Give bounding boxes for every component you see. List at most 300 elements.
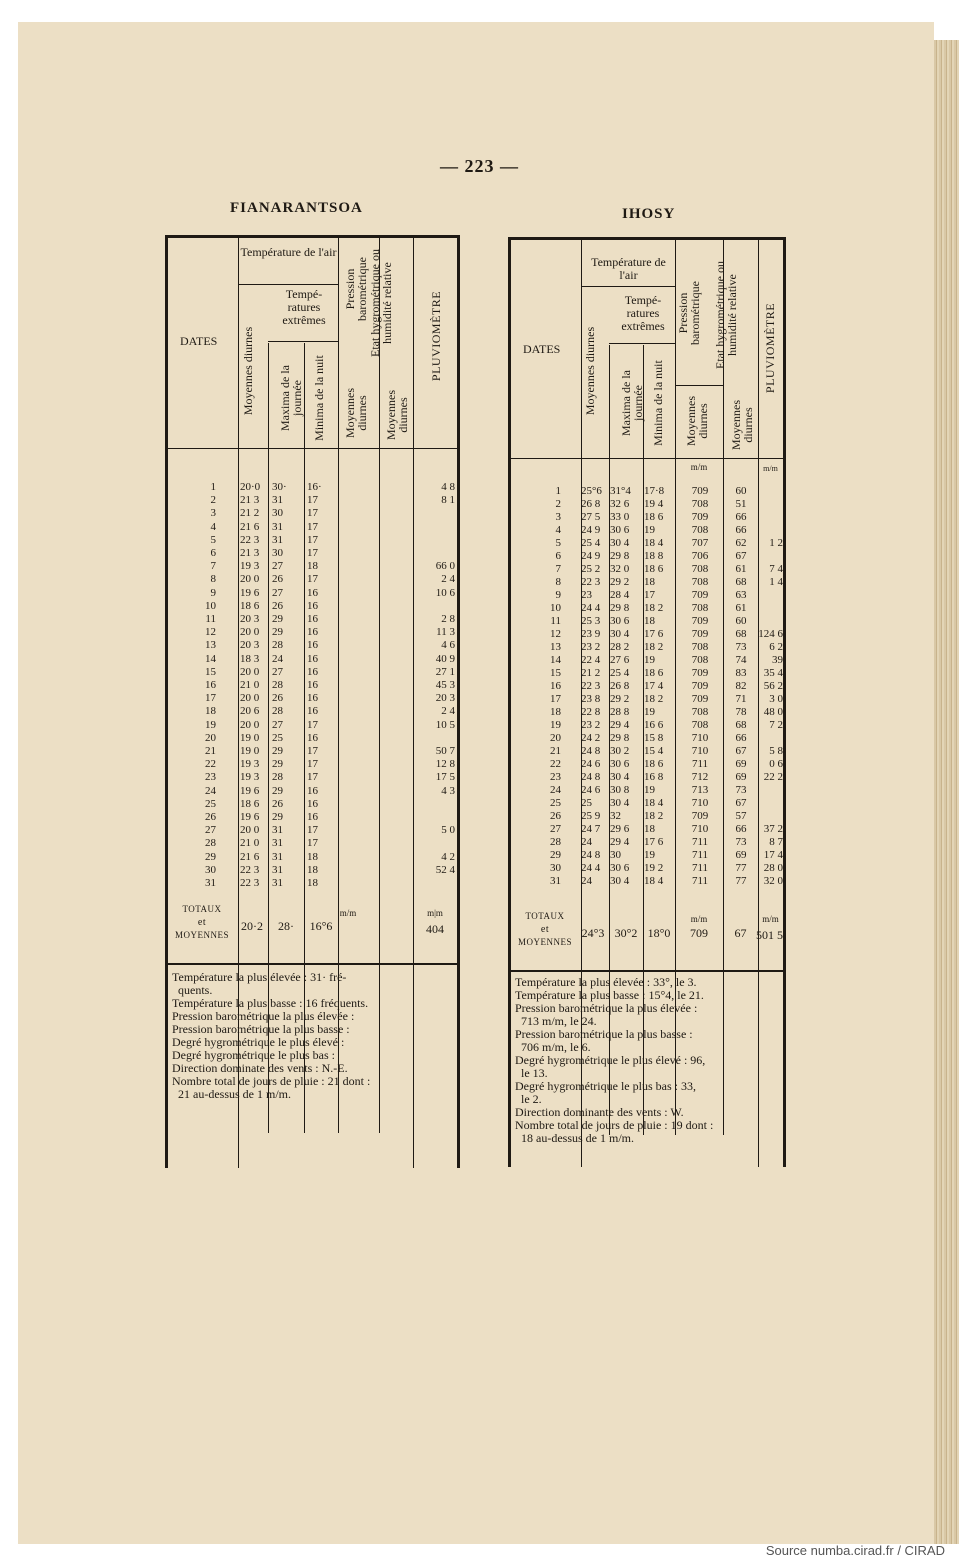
cell-moyenne: 19 3 bbox=[240, 560, 260, 573]
cell-minima: 18 6 bbox=[644, 758, 664, 770]
note-line: Température la plus basse : 15°4, le 21. bbox=[515, 988, 704, 1002]
total-hygro-i: 67 bbox=[734, 926, 747, 940]
table-row bbox=[168, 534, 457, 547]
cell-moyenne: 19 3 bbox=[240, 758, 260, 771]
cell-pluvio: 4 2 bbox=[441, 850, 455, 863]
total-pluvio-unit-i: m/m bbox=[762, 914, 779, 924]
note-line: Direction dominante des vents : W. bbox=[515, 1105, 684, 1119]
cell-date: 20 bbox=[550, 732, 561, 744]
table-row bbox=[511, 576, 783, 589]
table-row bbox=[511, 654, 783, 667]
cell-minima: 16 bbox=[307, 692, 318, 705]
cell-maxima: 30 bbox=[272, 507, 283, 520]
cell-hygro: 66 bbox=[735, 823, 747, 835]
cell-minima: 17 bbox=[307, 507, 318, 520]
cell-maxima: 30 4 bbox=[610, 771, 630, 783]
table-row bbox=[168, 824, 457, 837]
cell-moyenne: 25 4 bbox=[581, 537, 601, 549]
cell-date: 22 bbox=[550, 758, 561, 770]
cell-pluvio: 32 0 bbox=[763, 875, 783, 887]
table-row bbox=[168, 732, 457, 745]
header-dates-i: DATES bbox=[523, 342, 561, 356]
cell-moyenne: 22 3 bbox=[240, 863, 260, 876]
cell-moyenne: 23 2 bbox=[581, 641, 601, 653]
cell-pluvio: 2 4 bbox=[441, 705, 455, 718]
note-line: 713 m/m, le 24. bbox=[515, 1014, 597, 1028]
note-line: Degré hygrométrique le plus élevé : 96, bbox=[515, 1053, 706, 1067]
cell-maxima: 31 bbox=[272, 837, 283, 850]
total-pluvio-i: 501 5 bbox=[756, 928, 783, 942]
cell-moyenne: 21 3 bbox=[240, 547, 260, 559]
table-row bbox=[168, 745, 457, 758]
cell-date: 23 bbox=[550, 771, 561, 783]
totaux-label-f: TOTAUX et MOYENNES bbox=[174, 904, 229, 940]
cell-pression: 711 bbox=[691, 758, 709, 770]
cell-minima: 15 8 bbox=[644, 732, 664, 744]
cell-pluvio: 3 0 bbox=[769, 693, 783, 705]
cell-maxima: 30 bbox=[272, 547, 283, 559]
table-row bbox=[168, 785, 457, 798]
cell-maxima: 31 bbox=[272, 494, 283, 507]
cell-moyenne: 24 9 bbox=[581, 524, 601, 536]
total-pluvio-unit-f: m|m bbox=[427, 908, 443, 918]
cell-moyenne: 22 3 bbox=[581, 576, 601, 588]
cell-date: 16 bbox=[550, 680, 561, 692]
cell-date: 29 bbox=[550, 849, 561, 861]
cell-pluvio: 2 4 bbox=[441, 573, 455, 586]
cell-maxima: 29 bbox=[272, 626, 283, 639]
cell-hygro: 51 bbox=[735, 498, 747, 510]
cell-pluvio: 5 8 bbox=[769, 745, 783, 757]
cell-pluvio: 56 2 bbox=[763, 680, 783, 692]
note-line: Degré hygrométrique le plus élevé : bbox=[172, 1035, 345, 1049]
cell-moyenne: 24 6 bbox=[581, 784, 601, 796]
cell-date: 26 bbox=[550, 810, 561, 822]
cell-date: 18 bbox=[550, 706, 561, 718]
cell-date: 12 bbox=[550, 628, 561, 640]
cell-hygro: 60 bbox=[735, 485, 747, 497]
cell-date: 10 bbox=[550, 602, 561, 614]
table-row bbox=[511, 524, 783, 537]
cell-maxima: 27 bbox=[272, 586, 283, 599]
cell-minima: 19 4 bbox=[644, 498, 664, 510]
cell-minima: 17 bbox=[307, 718, 318, 731]
cell-moyenne: 21 2 bbox=[240, 507, 260, 520]
cell-maxima: 27 bbox=[272, 560, 283, 573]
cell-pression: 708 bbox=[691, 654, 709, 666]
cell-minima: 19 bbox=[644, 849, 655, 861]
page-edges bbox=[934, 40, 959, 1544]
cell-hygro: 57 bbox=[735, 810, 747, 822]
table-row bbox=[511, 758, 783, 771]
station-title-ihosy: IHOSY bbox=[622, 206, 676, 222]
cell-pluvio: 12 8 bbox=[435, 758, 455, 771]
rows-ihosy bbox=[511, 485, 783, 895]
header-pression: Pression barométrique bbox=[343, 257, 369, 321]
table-row bbox=[511, 537, 783, 550]
table-row bbox=[511, 732, 783, 745]
cell-moyenne: 24 8 bbox=[581, 771, 601, 783]
cell-maxima: 28 2 bbox=[610, 641, 630, 653]
cell-maxima: 31 bbox=[272, 850, 283, 863]
note-line: Direction dominate des vents : N.-E. bbox=[172, 1061, 348, 1075]
cell-pluvio: 28 0 bbox=[763, 862, 783, 874]
cell-maxima: 31 bbox=[272, 520, 283, 533]
cell-maxima: 30 4 bbox=[610, 537, 630, 549]
cell-hygro: 66 bbox=[735, 511, 747, 523]
table-row bbox=[168, 626, 457, 639]
cell-date: 6 bbox=[555, 550, 561, 562]
cell-date: 16 bbox=[205, 679, 216, 691]
table-row bbox=[168, 798, 457, 811]
cell-minima: 18 2 bbox=[644, 693, 664, 705]
cell-moyenne: 26 8 bbox=[581, 498, 601, 510]
cell-maxima: 28 bbox=[272, 705, 283, 718]
header-pluviometre-i: PLUVIOMÈTRE bbox=[763, 302, 777, 394]
cell-moyenne: 20·0 bbox=[240, 481, 261, 493]
cell-moyenne: 23 9 bbox=[581, 628, 601, 640]
cell-moyenne: 24 9 bbox=[581, 550, 601, 562]
page-number: — 223 — bbox=[440, 156, 519, 176]
table-row bbox=[511, 810, 783, 823]
cell-minima: 19 2 bbox=[644, 862, 664, 874]
note-line: Pression barométrique la plus élevée : bbox=[172, 1009, 355, 1023]
cell-moyenne: 20 6 bbox=[240, 705, 260, 718]
table-row bbox=[168, 877, 457, 890]
note-line: Pression barométrique la plus basse : bbox=[515, 1027, 693, 1041]
cell-minima: 16 bbox=[307, 599, 318, 612]
table-row bbox=[511, 667, 783, 680]
cell-hygro: 73 bbox=[735, 836, 747, 848]
cell-moyenne: 24 6 bbox=[581, 758, 601, 770]
cell-minima: 16 bbox=[307, 626, 318, 639]
cell-pression: 708 bbox=[691, 498, 709, 510]
note-line: Pression barométrique la plus basse : bbox=[172, 1022, 350, 1036]
cell-hygro: 62 bbox=[735, 537, 747, 549]
cell-pression: 710 bbox=[691, 797, 709, 809]
cell-date: 25 bbox=[550, 797, 561, 809]
cell-maxima: 29 8 bbox=[610, 550, 630, 562]
table-row bbox=[168, 639, 457, 652]
table-ihosy bbox=[508, 237, 786, 1167]
cell-minima: 18 2 bbox=[644, 602, 664, 614]
cell-hygro: 67 bbox=[735, 745, 747, 757]
cell-pluvio: 52 4 bbox=[435, 863, 455, 876]
cell-pluvio: 48 0 bbox=[763, 706, 783, 718]
cell-hygro: 68 bbox=[735, 719, 747, 731]
cell-date: 28 bbox=[205, 837, 216, 850]
cell-minima: 19 bbox=[644, 654, 655, 666]
cell-hygro: 69 bbox=[735, 849, 747, 861]
cell-date: 1 bbox=[210, 481, 216, 493]
cell-maxima: 29 bbox=[272, 758, 283, 771]
cell-pression: 709 bbox=[691, 667, 709, 679]
table-row bbox=[168, 587, 457, 600]
cell-maxima: 26 bbox=[272, 692, 283, 705]
table-row bbox=[168, 837, 457, 850]
cell-hygro: 73 bbox=[735, 641, 747, 653]
table-row bbox=[168, 653, 457, 666]
cell-minima: 17 6 bbox=[644, 836, 664, 848]
cell-moyenne: 25°6 bbox=[581, 485, 602, 497]
cell-minima: 17 bbox=[307, 771, 318, 784]
cell-date: 4 bbox=[210, 520, 216, 533]
cell-date: 9 bbox=[210, 586, 216, 599]
cell-minima: 18 4 bbox=[644, 537, 664, 549]
station-title-fianarantsoa: FIANARANTSOA bbox=[230, 200, 363, 216]
cell-pression: 709 bbox=[691, 615, 709, 627]
table-row bbox=[511, 550, 783, 563]
cell-moyenne: 22 8 bbox=[581, 706, 601, 718]
cell-hygro: 66 bbox=[735, 524, 747, 536]
cell-moyenne: 23 8 bbox=[581, 693, 601, 705]
cell-minima: 16 bbox=[307, 613, 318, 625]
total-max-i: 30°2 bbox=[614, 926, 638, 940]
header-dates: DATES bbox=[180, 334, 218, 348]
cell-date: 9 bbox=[555, 589, 561, 601]
cell-moyenne: 18 3 bbox=[240, 652, 260, 665]
table-row bbox=[511, 498, 783, 511]
cell-moyenne: 24 bbox=[581, 875, 592, 887]
cell-pression: 709 bbox=[691, 511, 709, 523]
cell-pression: 709 bbox=[691, 485, 709, 497]
cell-pluvio: 17 4 bbox=[763, 849, 783, 861]
cell-pluvio: 4 8 bbox=[441, 481, 455, 493]
cell-minima: 18 bbox=[307, 560, 318, 573]
cell-pression: 708 bbox=[691, 524, 709, 536]
cell-hygro: 83 bbox=[735, 667, 747, 679]
cell-pluvio: 35 4 bbox=[763, 667, 783, 679]
cell-minima: 18 2 bbox=[644, 641, 664, 653]
cell-maxima: 30 2 bbox=[610, 745, 630, 757]
total-max-f: 28· bbox=[278, 919, 294, 933]
cell-pression: 710 bbox=[691, 823, 709, 835]
table-row bbox=[511, 680, 783, 693]
cell-minima: 17 bbox=[307, 837, 318, 850]
cell-moyenne: 25 bbox=[581, 797, 592, 809]
table-row bbox=[511, 628, 783, 641]
table-row bbox=[168, 679, 457, 692]
cell-pluvio: 45 3 bbox=[435, 679, 455, 691]
cell-maxima: 30 6 bbox=[610, 615, 630, 627]
table-row bbox=[511, 615, 783, 628]
cell-date: 14 bbox=[550, 654, 561, 666]
cell-date: 21 bbox=[550, 745, 561, 757]
note-line: Degré hygrométrique le plus bas : bbox=[172, 1048, 335, 1062]
cell-moyenne: 19 0 bbox=[240, 731, 260, 744]
table-row bbox=[168, 719, 457, 732]
cell-pression: 708 bbox=[691, 602, 709, 614]
cell-minima: 16 bbox=[307, 586, 318, 599]
cell-pluvio: 11 3 bbox=[436, 626, 455, 639]
cell-hygro: 74 bbox=[735, 654, 747, 666]
unit-press-i: m/m bbox=[690, 462, 708, 472]
cell-hygro: 68 bbox=[735, 628, 747, 640]
cell-minima: 17 4 bbox=[644, 680, 664, 692]
cell-maxima: 30 8 bbox=[610, 784, 630, 796]
table-fianarantsoa bbox=[165, 235, 460, 1168]
cell-maxima: 31 bbox=[272, 877, 283, 889]
note-line: Température la plus élevée : 31· fré- bbox=[172, 970, 347, 984]
note-line: Pression barométrique la plus élevée : bbox=[515, 1001, 698, 1015]
cell-date: 5 bbox=[555, 537, 561, 549]
cell-pluvio: 2 8 bbox=[441, 613, 455, 625]
cell-pluvio: 37 2 bbox=[763, 823, 783, 835]
cell-moyenne: 21 3 bbox=[240, 494, 260, 507]
cell-minima: 17 bbox=[644, 589, 655, 601]
header-hygro: Etat hygrométrique ou humidité relative bbox=[368, 249, 394, 357]
total-press-unit-i: m/m bbox=[690, 914, 708, 924]
cell-hygro: 82 bbox=[735, 680, 747, 692]
cell-maxima: 30 4 bbox=[610, 797, 630, 809]
cell-hygro: 67 bbox=[735, 550, 747, 562]
cell-hygro: 67 bbox=[735, 797, 747, 809]
cell-date: 18 bbox=[205, 705, 216, 718]
cell-minima: 17 bbox=[307, 745, 318, 757]
cell-minima: 16 bbox=[307, 731, 318, 744]
cell-minima: 16 bbox=[307, 797, 318, 810]
table-row bbox=[511, 641, 783, 654]
table-row bbox=[168, 864, 457, 877]
header-moyennes-diurnes: Moyennes diurnes bbox=[241, 326, 255, 416]
cell-pression: 709 bbox=[691, 693, 709, 705]
cell-moyenne: 21 0 bbox=[240, 837, 260, 850]
cell-minima: 17 bbox=[307, 547, 318, 559]
cell-maxima: 30 6 bbox=[610, 862, 630, 874]
cell-minima: 17·8 bbox=[644, 485, 665, 497]
cell-date: 19 bbox=[550, 719, 561, 731]
table-row bbox=[511, 745, 783, 758]
total-min-f: 16°6 bbox=[309, 919, 333, 933]
cell-hygro: 69 bbox=[735, 771, 747, 783]
cell-minima: 18 bbox=[644, 615, 655, 627]
cell-maxima: 26 8 bbox=[610, 680, 630, 692]
cell-moyenne: 19 6 bbox=[240, 586, 260, 599]
note-line: Température la plus basse : 16 fréquents. bbox=[172, 996, 369, 1010]
table-row bbox=[511, 589, 783, 602]
cell-maxima: 30· bbox=[272, 481, 287, 493]
cell-maxima: 28 bbox=[272, 771, 283, 784]
notes-ihosy bbox=[515, 976, 779, 1145]
cell-moyenne: 24 4 bbox=[581, 862, 601, 874]
table-row bbox=[168, 613, 457, 626]
table-row bbox=[511, 849, 783, 862]
note-line: le 2. bbox=[515, 1092, 542, 1106]
cell-hygro: 69 bbox=[735, 758, 747, 770]
cell-pluvio: 39 bbox=[772, 654, 783, 666]
cell-maxima: 28 8 bbox=[610, 706, 630, 718]
table-row bbox=[511, 563, 783, 576]
cell-date: 11 bbox=[550, 615, 561, 627]
cell-maxima: 29 2 bbox=[610, 693, 630, 705]
cell-moyenne: 24 8 bbox=[581, 745, 601, 757]
header-minima: Minima de la nuit bbox=[312, 355, 326, 441]
cell-maxima: 32 0 bbox=[610, 563, 630, 575]
cell-maxima: 30 bbox=[610, 849, 621, 861]
cell-date: 6 bbox=[210, 547, 216, 559]
cell-maxima: 29 8 bbox=[610, 602, 630, 614]
cell-date: 21 bbox=[205, 745, 216, 757]
cell-moyenne: 22 3 bbox=[581, 680, 601, 692]
cell-maxima: 32 bbox=[610, 810, 621, 822]
total-press-f: m/m bbox=[339, 908, 357, 918]
cell-date: 17 bbox=[205, 692, 216, 705]
table-row bbox=[168, 851, 457, 864]
cell-minima: 18 4 bbox=[644, 875, 664, 887]
note-line: Température la plus élevée : 33°, le 3. bbox=[515, 975, 697, 989]
cell-maxima: 30 6 bbox=[610, 524, 630, 536]
cell-date: 22 bbox=[205, 758, 216, 771]
cell-minima: 17 bbox=[307, 533, 318, 546]
cell-maxima: 29 bbox=[272, 613, 283, 625]
totaux-label-i: TOTAUX et MOYENNES bbox=[517, 911, 572, 947]
cell-maxima: 29 bbox=[272, 784, 283, 797]
cell-pluvio: 17 5 bbox=[435, 771, 455, 784]
cell-maxima: 26 bbox=[272, 599, 283, 612]
cell-minima: 19 bbox=[644, 706, 655, 718]
cell-moyenne: 22 3 bbox=[240, 533, 260, 546]
note-line: 18 au-dessus de 1 m/m. bbox=[515, 1131, 634, 1145]
cell-minima: 16 bbox=[307, 679, 318, 691]
header-pression-moy-i: Moyennes diurnes bbox=[684, 396, 710, 446]
cell-maxima: 29 2 bbox=[610, 576, 630, 588]
cell-date: 24 bbox=[550, 784, 561, 796]
cell-moyenne: 20 0 bbox=[240, 665, 260, 678]
cell-minima: 17 bbox=[307, 758, 318, 771]
cell-moyenne: 20 3 bbox=[240, 639, 260, 652]
table-row bbox=[168, 771, 457, 784]
table-row bbox=[168, 573, 457, 586]
cell-hygro: 73 bbox=[735, 784, 747, 796]
cell-pression: 711 bbox=[691, 849, 709, 861]
cell-pression: 711 bbox=[691, 836, 709, 848]
book-page bbox=[18, 22, 934, 1544]
cell-maxima: 29 8 bbox=[610, 732, 630, 744]
cell-pression: 711 bbox=[691, 875, 709, 887]
cell-moyenne: 21 2 bbox=[581, 667, 601, 679]
table-row bbox=[511, 485, 783, 498]
table-row bbox=[511, 771, 783, 784]
table-row bbox=[168, 758, 457, 771]
cell-moyenne: 20 0 bbox=[240, 824, 260, 837]
cell-date: 26 bbox=[205, 811, 216, 823]
cell-minima: 16 bbox=[307, 811, 318, 823]
note-line: 21 au-dessus de 1 m/m. bbox=[172, 1087, 291, 1101]
cell-minima: 15 4 bbox=[644, 745, 664, 757]
cell-date: 5 bbox=[210, 533, 216, 546]
cell-date: 27 bbox=[205, 824, 216, 837]
table-row bbox=[511, 875, 783, 888]
cell-date: 3 bbox=[210, 507, 216, 520]
table-row bbox=[511, 784, 783, 797]
cell-pluvio: 66 0 bbox=[435, 560, 455, 573]
cell-pluvio: 7 4 bbox=[769, 563, 783, 575]
cell-date: 17 bbox=[550, 693, 561, 705]
cell-pression: 709 bbox=[691, 589, 709, 601]
cell-minima: 18 6 bbox=[644, 667, 664, 679]
cell-minima: 16 bbox=[307, 665, 318, 678]
cell-date: 30 bbox=[550, 862, 561, 874]
note-line: Degré hygrométrique le plus bas : 33, bbox=[515, 1079, 696, 1093]
cell-date: 4 bbox=[555, 524, 561, 536]
cell-pluvio: 6 2 bbox=[769, 641, 783, 653]
cell-date: 31 bbox=[205, 877, 216, 889]
cell-pression: 710 bbox=[691, 745, 709, 757]
cell-date: 15 bbox=[550, 667, 561, 679]
cell-hygro: 61 bbox=[735, 563, 747, 575]
cell-moyenne: 18 6 bbox=[240, 797, 260, 810]
cell-minima: 17 bbox=[307, 520, 318, 533]
